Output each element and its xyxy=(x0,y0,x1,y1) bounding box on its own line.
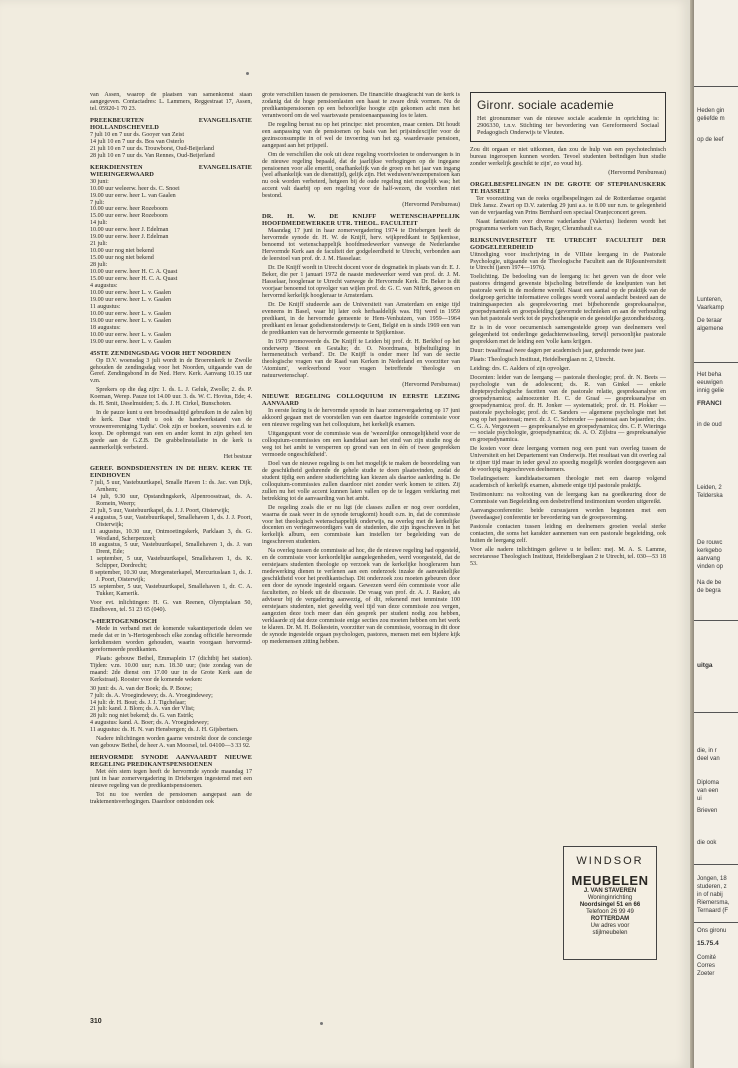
page-number: 310 xyxy=(90,1018,102,1025)
list-item: 10.00 uur weleerw. heer ds. C. Snoei xyxy=(90,185,180,192)
list-item: 19.00 uur eerw. heer L. v. Gaalen xyxy=(90,338,172,345)
orgaan-text: Zou dit orgaan er niet uitkomen, dan zou de hulp van een psychotechnisch bureau ingeroepen kunnen worden. Tevoel studenten beëindigen hun studie zonder werkelijk geschikt te zijn', zo voud hij. xyxy=(470,147,666,167)
ru-text-8: De kosten voor deze leergang vormen nog een punt van overleg tussen de Universiteit en het Departement van Onderwijs. Het resultaat van dit overleg zal te zijner tijd maar in ieder geval zo spoedig mogelijk worden doorgegeven aan de voorlopig ingeschreven deelnemers. xyxy=(470,446,666,474)
fragment: eeuwigen xyxy=(697,380,723,386)
intro-text: van Assen, waarop de plaatsen van samenkomst staan aangegeven. Contactadres: L. Lammers, Reggestraat 17, Assen, tel. 05920-1 70 23. xyxy=(90,92,252,112)
fragment: Telderska xyxy=(697,493,723,499)
gironr-text: Het gironummer van de nieuwe sociale academie in oprichting is: 2906330, t.n.v. Stichting ter bevordering van Gereformeerd Sociaal Pedagogisch Onderwijs te Vleuten. xyxy=(477,115,659,136)
fragment: Heden gin xyxy=(697,108,725,114)
list-item: 10.00 uur eerw. heer L. v. Gaalen xyxy=(90,289,172,296)
fragment: Zoeter xyxy=(697,971,715,977)
list-item: 19.00 uur eerw. heer J. Edelman xyxy=(90,234,169,241)
paper-speck xyxy=(246,72,249,75)
list-item: 11 augustus: ds. H. N. van Hensbergen; ds. J. H. Gijsbertsen. xyxy=(90,727,239,734)
hertogenbosch-text-2: Plaats: gebouw Bethel, Emmaplein 17 (dichtbij het station). Tijden: v.m. 10.00 uur; n.m. 18.30 uur; (iste zondag van de maand: 2de dienst om 17.00 uur in de Grote Kerk aan de Kerkstraat). Rooster voor de komende weken: xyxy=(90,655,252,683)
fragment: Comité xyxy=(697,955,717,961)
fragment: Brieven xyxy=(697,808,718,814)
zendingsdag-text-1: Op D.V. woensdag 3 juli wordt in de Broerenkerk te Zwolle gehouden de zendingsdag voor het Noorden, uitgaande van de Geref. Zendingsbond in de Ned. Herv. Kerk. Aanvang 10.15 uur v.m. xyxy=(90,357,252,385)
colloquium-text-4: De regeling zoals die er nu ligt (de classes zullen er nog over oordelen, waarna de zaak weer in de synode terugkomt) houdt o.m. in, dat de commissie voor het theologisch wetenschappelijk onderwijs, na overleg met de kerkelijke docenten en vertegenwoordigers van de studenten, die zijn ingeschreven in het kerkelijk album, een commissie kan instellen ter begeleiding van de ingeschreven studenten. xyxy=(262,504,460,546)
list-item: 14 juli: dr. H. Bout; ds. J. J. Tigchelaar; xyxy=(90,699,186,706)
list-item: 7 juli 10 en 7 uur ds. Gooyer van Zeist xyxy=(90,131,185,138)
list-item: 4 augustus: xyxy=(90,282,118,289)
divider xyxy=(694,86,738,87)
list-item: 10.00 uur eerw. heer L. v. Gaalen xyxy=(90,310,172,317)
fragment: Het beha xyxy=(697,372,722,378)
fragment: Vaarkamp xyxy=(697,305,724,311)
ru-text-1: Uitnodiging voor inschrijving in de VIIIste leergang in de Pastorale Psychologie, uitgaande van de Theologische Faculteit aan de Rijksuniversiteit te Utrecht (jaren 1974—1976). xyxy=(470,251,666,272)
knijff-text-2: Dr. De Knijff wordt in Utrecht docent voor de dogmatiek in plaats van dr. E. J. Beker, die per 1 januari 1972 de naaste medewerker werd van prof. dr. J. M. Hasselaar, hoogleraar te Utrecht vanwege de Hervormde Kerk. Dr. Beker is dit voorjaar benoemd tot opvolger van wijlen prof. dr. G. C. van Niftrik, gewoon en hervormd kerkelijk hoogleraar te Amsterdam. xyxy=(262,265,460,299)
pensioen-text-3: Om de verschillen die ook uit deze regeling voortvloeien te ondervangen is in de nieuwe regeling bepaald, dat de jaarlijkse verhogingen op de ingegane pensioenen voor alle emeriti, onafhankelijk van de groep en het jaar van ingang (wel afhankelijk van de diensttijd), gelijk zijn. Het weduwen/wezenpensioen kan nu ook worden verbeterd, hetgeen bij de oude regeling niet mogelijk was; het accent valt daarbij op een regeling voor de half-wezen, die voordien niet bestond. xyxy=(262,151,460,200)
column-2 xyxy=(262,92,460,1012)
list-item: 4 augustus: kand. A. Boer; ds. A. Vroegindewey; xyxy=(90,720,209,727)
paper-speck xyxy=(320,1022,323,1025)
divider xyxy=(694,864,738,865)
fragment: Ternaard (F xyxy=(697,908,729,914)
ad-line-5: Uw adres voor xyxy=(590,923,630,929)
list-item: 28 juli 10 en 7 uur ds. Van Rennes, Oud-Beijerland xyxy=(90,152,215,159)
list-item: 10.00 uur eerw. heer J. Edelman xyxy=(90,227,169,234)
fragment: geliefde m xyxy=(697,116,725,122)
ru-text-6: Leiding: drs. C. Aalders of zijn opvolger. xyxy=(470,365,571,372)
fragment: FRANCI xyxy=(697,400,722,407)
heading-bondsdiensten: GEREF. BONDSDIENSTEN IN DE HERV. KERK TE EINDHOVEN xyxy=(90,464,252,479)
wieringerwaard-list xyxy=(90,179,252,346)
bondsdiensten-note: Voor evt. inlichtingen: H. G. van Reenen, Olympialaan 50, Eindhoven, tel. 51 23 65 (040). xyxy=(90,600,252,614)
list-item: 11 augustus: xyxy=(90,303,121,310)
orgel-text-1: Ter voorzetting van de reeks orgelbespelingen zal de Rotterdamse organist Dirk Jansz. Zwart op D.V. zaterdag 29 juni a.s. te 8.00 uur n.m. te gelegenheid van de verjaardag van Prins Bernhard een speciaal Oranjeconcert geven. xyxy=(470,195,666,216)
heading-hertogenbosch: 's-HERTOGENBOSCH xyxy=(90,618,157,625)
fragment: vinden op xyxy=(697,564,724,570)
orgaan-signature: (Hervormd Persbureau) xyxy=(608,169,666,176)
fragment: de begra xyxy=(697,588,721,594)
fragment: Diploma xyxy=(697,780,720,786)
list-item: 30 juni: ds. A. van der Boek; ds. P. Bouw; xyxy=(90,685,193,692)
list-item: 10.00 uur eerw. heer H. C. A. Quast xyxy=(90,269,178,276)
windsor-advertisement xyxy=(563,846,657,960)
fragment: Ons gironu xyxy=(697,928,727,934)
ru-text-2: Toelichting. De bedoeling van de leergang is: het geven van de door vele pastores dringend gewenste bijscholing betreffende de knelpunten van het pastorale werk in de moderne wereld. Naast een aantal op de praktijk van de doelgroep gerichte informatieve colleges wordt vooral aandacht besteed aan de trainingsaspecten als gesprekvoering met bijbehorende gespreksanalyse, groepsdynamiek en groepsleiding (gevormde technieken en aan de verhouding van het pastorale werk tot de psychotherapie en de geestelijke gezondheidszorg. xyxy=(470,274,666,323)
ad-line-2: Noordsingel 51 en 66 xyxy=(579,902,641,908)
list-item: 18 augustus: xyxy=(90,324,121,331)
knijff-text-3: Dr. De Knijff studeerde aan de Universiteit van Amsterdam en enige tijd eveneens in Basel, waar hij later ook herhaaldelijk was. Hij werd in 1959 predikant, in de hervormde gemeente te Hem-Venhuizen, van 1959—1964 predikant en leraar godsdienstonderwijs te Gent, België en is sinds 1969 een van de predikanten van de hervormde gemeente te Spijkenisse. xyxy=(262,301,460,336)
list-item: 7 juli: ds. A. Vroegindewey; ds. A. Vroegindewey; xyxy=(90,692,213,699)
ru-text-10: Testimonium: na voltooiing van de leergang kan na goedkeuring door de Commissie van Begeleiding een desbetreffend testimonium worden uitgereikt. xyxy=(470,492,666,506)
colloquium-text-1: In eerste lezing is de hervormde synode in haar zomervergadering op 17 juni akkoord gegaan met de voorstellen van een daartoe ingestelde commissie voor een nieuwe regeling van het colloquium, het kerkelijk examen. xyxy=(262,408,460,429)
zendingsdag-signature: Het bestuur xyxy=(223,453,252,460)
colloquium-text-2: Uitgangspunt voor de commissie was de 'wezenlijke onmogelijkheid voor de colloquium-commissies om een kandidaat aan het eind van zijn studie nog de weg tot het ambt te versperren op grond van een in één of twee gesprekken vermoede ongeschiktheid'. xyxy=(262,431,460,458)
fragment: Riemersma, xyxy=(697,900,730,906)
heading-zendingsdag: 45STE ZENDINGSDAG VOOR HET NOORDEN xyxy=(90,349,231,357)
divider xyxy=(694,922,738,923)
heading-wieringerwaard: KERKDIENSTEN EVANGELISATIE WIERINGERWAARD xyxy=(90,163,252,178)
ru-text-4: Duur: twaalfmaal twee dagen per academisch jaar, gedurende twee jaar. xyxy=(470,347,645,354)
list-item: 21 juli, 5 uur, Vastebuurtkapel, ds. J. J. Poort, Oisterwijk; xyxy=(90,507,230,514)
list-item: 1 september, 5 uur, Vastebuurtkapel, Smallehaven 1, ds. K. Schipper, Dordrecht; xyxy=(90,556,252,570)
list-item: 19.00 uur eerw. heer L. v. Gaalen xyxy=(90,317,172,324)
ad-brand: WINDSOR xyxy=(576,855,644,867)
list-item: 28 juli: nog niet bekend; ds. G. van Estrik; xyxy=(90,713,194,720)
fragment: van een xyxy=(697,788,719,794)
fragment: algemene xyxy=(697,326,724,332)
pensioen-text-2: De regeling berust nu op het principe: niet procenten, maar centen. Dit houdt een aanpassing van de pensioenen op basis van het prijsindexcijfer voor de gezinsconsumptie in of wel de invoering van het zg. waardevaste pensioen, aangepast aan het prijspeil. xyxy=(262,121,460,149)
pensioen-text-1: grote verschillen tussen de pensioenen. De financiële draagkracht van de kerk is zodanig dat de hoge pensioenlasten een haast te zware druk vormen. Nu de predikantspensioenen op een behoorlijke hoogte zijn gekomen acht men het verantwoord om de wel vaartsvaste pensioenaanpassing los te laten. xyxy=(262,92,460,119)
preekbeurten-list xyxy=(90,132,252,160)
list-item: 11 augustus, 10.30 uur, Ontmoetingskerk, Parklaan 3, ds. G. Westland, Scherpenzeel; xyxy=(90,528,252,542)
list-item: 4 augustus, 5 uur, Vastebuurtkapel, Smallehaven 1, ds. J. J. Poort, Oisterwijk; xyxy=(90,514,252,528)
fragment: uitga xyxy=(697,662,713,669)
knijff-text-4: In 1970 promoveerde ds. De Knijff te Leiden bij prof. dr. H. Berkhof op het onderwerp 'Beest en Gestalte; dr. O. Noordmans, bijbeltuiliging in hermeneutisch verband'. Dr. De Knijff is onder meer lid van de sectie theologische vragen van de Raad van Kerken in Nederland en voorzitter van 'Atomium', werkverbond voor vragen betreffende 'theologie en natuurwetenschap'. xyxy=(262,338,460,380)
colloquium-text-5: Na overleg tussen de commissie ad hoc, die de nieuwe regeling had opgesteld, en de commissie voor kerkordelijke aangelegenheden, werd voorgesteld, dat de eerstejaars studenten theologie op verzoek van de kerkelijke hoogleraren hun medewerking dienen te verlenen aan een onderzoek inzake de aanvankelijke geschiktheid voor het predikantschap. Dit onderzoek zou moeten gebeuren door een door de synode ingesteld orgaan. Gewezen werd één commissie voor alle faculteiten, zo bleek uit de discussie. De vraag van prof. dr. A. J. Rasker, als adviseur bij de vergadering aanwezig, of dit, rekenend met tenminste 100 eerstejaars studenten, niet geweldig veel tijd van deze commissie zou vergen, aangezien deze toch meer dan één gesprek per student nodig zou hebben, verklaarde zij dat deze commissie enige secties zou moeten hebben om het werk te klaren. Dr. M. H. Bolkestein, voorzitter van de commissie, voorzag in dit door de synode ingestelde orgaan psychologen, pastores, mensen met een bijdere kijk op medemensen zitting hebben. xyxy=(262,548,460,645)
orgel-text-2: Naast fantasieën over diverse vaderlandse (Valerius) liederen wordt het programma werken van Bach, Reger, Clerambault e.a. xyxy=(470,218,666,232)
ad-name: MEUBELEN xyxy=(571,873,649,888)
gironr-box xyxy=(470,92,666,142)
fragment: innig gelie xyxy=(697,388,725,394)
divider xyxy=(694,620,738,621)
ru-text-12: Pastorale contacten tussen leiding en deelnemers groeien veelal sterke contacten, die soms het karakter aannemen van een pastorale begeleiding, ook buiten de leergang zelf. xyxy=(470,523,666,544)
ad-line-3: Telefoon 26 99 49 xyxy=(586,909,634,915)
fragment: Corres xyxy=(697,963,716,969)
ad-line-4: ROTTERDAM xyxy=(590,916,630,922)
ru-text-11: Aanvangsconferentie: beide cursusjaren worden begonnen met een (tweedaagse) conferentie ter bevordering van de groepsvorming. xyxy=(470,507,666,521)
fragment: die, in r xyxy=(697,748,717,754)
heading-colloquium: NIEUWE REGELING COLLOQUIUM IN EERSTE LEZING AANVAARD xyxy=(262,393,460,408)
fragment: studeren, z xyxy=(697,884,727,890)
colloquium-text-3: Doel van de nieuwe regeling is om het mogelijk te maken de beoordeling van de geschiktheid gedurende de gehele studie te doen plaatsvinden, zodat de student tijdig een andere studierichting kan kiezen als daartoe aanleiding is. De colloquium-commissies zullen daardoor niet zonder werk komen te zitten. Zij zullen nu het volle accent kunnen laten vallen op de te leggen verklaring met betrekking tot de aanvaarding van het ambt. xyxy=(262,460,460,502)
heading-de-knijff: DR. H. W. DE KNIJFF WETENSCHAPPELIJK HOOFDMEDEWERKER UTR. THEOL. FACULTEIT xyxy=(262,213,460,228)
heading-preekbeurten: PREEKBEURTEN EVANGELISATIE HOLLANDSCHEVELD xyxy=(90,116,252,131)
list-item: 19.00 uur eerw. heer L. v. Gaalen xyxy=(90,296,172,303)
list-item: 21 juli: kand. J. Blom; ds. A. van der Vlist; xyxy=(90,706,195,713)
list-item: 7 juli: xyxy=(90,199,105,206)
ru-text-5: Plaats: Theologisch Instituut, Heidelberglaan nr. 2, Utrecht. xyxy=(470,356,615,363)
hertogenbosch-text-1: Mede in verband met de komende vakantieperiode delen we mede dat er in 's-Hertogenbosch elke zondag officiële hervormde kerkdiensten worden gehouden, waarin voorgaan hervormd-gereformeerde predikanten. xyxy=(90,626,252,653)
neighbor-page-strip xyxy=(694,0,738,1068)
list-item: 19.00 uur eerw. heer L. van Gaalen xyxy=(90,192,176,199)
list-item: 21 juli 10 en 7 uur ds. Trouwborst, Oud-Beijerland xyxy=(90,145,214,152)
fragment: aanvang xyxy=(697,556,721,562)
hertogenbosch-text-3: Nadere inlichtingen worden gaarne verstrekt door de concierge van gebouw Bethel, de heer A. van Moorsel, tel. 04100—3 33 92. xyxy=(90,736,252,750)
list-item: 15.00 uur eerw. heer Rozeboom xyxy=(90,213,168,220)
gironr-title: Gironr. sociale academie xyxy=(477,98,614,112)
ru-text-7: Docenten: leider van de leergang — pastorale theologie; prof. dr. N. Beets — psychologie van de adolescent; ds. R. van Ginkel — enkele dieptepsychologische facetten van de pastorale relatie, gespreksanalyse en groepsdynamica; aalmoezenier H. C. de Graaf — gespreksanalyse en groepsdynamica; prof. dr. H. Jonker — systematiek; prof. dr. H. Plokker — pastorale psychologie; prof. dr. C. Sanders — algemene psychologie met het oog op het pastoraat; mevr. dr. J. C. Schreuder — pastoraat aan bejaarden; drs. C. G. A. Vergouwen — gespreksanalyse en groepsdynamica; drs. C. F. Wieringa — sociale psychologie, groepsdynamica; ds. A. O. Zijlstra — gespreksanalyse en groepsdynamica. xyxy=(470,374,666,444)
list-item: 15 september, 5 uur, Vastebuurtkapel, Smallehaven 1, dr. C. A. Tukker, Kamerik. xyxy=(90,584,252,598)
divider xyxy=(694,362,738,363)
ad-owner: J. VAN STAVEREN xyxy=(583,888,637,894)
ad-line-6: stijlmeubelen xyxy=(592,930,628,936)
pensioen-signature: (Hervormd Persbureau) xyxy=(402,202,460,209)
list-item: 14 juli 10 en 7 uur ds. Bos van Osterlo xyxy=(90,138,185,145)
heading-synode-pensioenen: HERVORMDE SYNODE AANVAARDT NIEUWE REGELING PREDIKANTSPENSIOENEN xyxy=(90,754,252,769)
knijff-signature: (Hervormd Persbureau) xyxy=(402,382,460,389)
column-1 xyxy=(90,92,252,1012)
fragment: op de leef xyxy=(697,137,724,143)
ad-line-1: Woninginrichting xyxy=(587,895,633,901)
fragment: deel van xyxy=(697,756,720,762)
list-item: 10.00 uur eerw. heer Rozeboom xyxy=(90,206,168,213)
list-item: 15.00 uur nog niet bekend xyxy=(90,255,154,262)
zendingsdag-text-2: Sprekers op die dag zijn: 1. ds. L. J. Geluk, Zwolle; 2. ds. P. Koeman, Werep. Pauze tot 14.00 uur. 3. ds. W. C. Hovius, Ede; 4. ds. H. Smit, IJsselmuiden; 5. ds. J. H. Cirkel, Bunschoten. xyxy=(90,387,252,408)
list-item: 30 juni: xyxy=(90,178,109,185)
list-item: 10.00 uur eerw. heer L. v. Gaalen xyxy=(90,331,172,338)
list-item: 10.00 uur nog niet bekend xyxy=(90,248,154,255)
list-item: 7 juli, 5 uur, Vastebuurtkapel, Smalle Haven 1: ds. Jac. van Dijk, Arnhem; xyxy=(90,479,252,493)
list-item: 8 september, 10.30 uur, Morgensterkapel, Mercuriuslaan 1, ds. J. J. Poort, Oisterwijk; xyxy=(90,570,252,584)
synode-text-1: Met één stem tegen heeft de hervormde synode maandag 17 juni in haar zomervergadering in Driebergen ingestemd met een nieuwe regeling van de predikantspensioenen. xyxy=(90,769,252,790)
fragment: in de oud xyxy=(697,422,722,428)
list-item: 21 juli: xyxy=(90,241,108,248)
fragment: die ook xyxy=(697,840,717,846)
synode-text-2: Tot nu toe werden de pensioenen aangepast aan de traktementsverhogingen. Daardoor ontstonden ook xyxy=(90,792,252,806)
ru-text-13: Voor alle nadere inlichtingen gelieve u te bellen: mej. M. A. S. Lamme, secretaresse Theologisch Instituut, Heidelberglaan 2 te Utrecht, tel. 030—53 18 53. xyxy=(470,546,666,567)
ru-text-9: Toelatingseisen: kandidaatsexamen theologie met een daarop volgend academisch of kerkelijk examen, alsmede enige tijd pastorale praktijk. xyxy=(470,476,666,490)
divider xyxy=(694,712,738,713)
zendingsdag-text-3: In de pauze kunt u een broodmaaltijd gebruiken in de zalen bij de kerk. Daar vindt u ook de handwerkstand van de vrouwenvereniging 'Lydia'. Ook zijn er boeken, souvenirs e.d. te koop. De opbrengst van een en ander komt in zijn geheel ten goede aan de G.Z.B. De grabbelinstallatie in de kerk is aanmerkelijk verbeterd. xyxy=(90,410,252,451)
fragment: 15.75.4 xyxy=(697,940,719,947)
ru-text-3: Er is in de voor oecumenisch samengestelde groep van deelnemers veel gelegenheid tot onderlinge gedachtenwisseling, terwijl persoonlijke pastorale gesprekken met de leiding een 'volle kans krijgen. xyxy=(470,325,666,346)
list-item: 14 juli: xyxy=(90,220,108,227)
fragment: Na de be xyxy=(697,580,722,586)
fragment: kerkgebo xyxy=(697,548,722,554)
list-item: 18 augustus, 5 uur, Vastebuurtkapel, Smallehaven 1, ds. J. van Drent, Ede; xyxy=(90,542,252,556)
fragment: in of nabij xyxy=(697,892,723,898)
fragment: Lunteren, xyxy=(697,297,723,303)
bondsdiensten-list xyxy=(90,480,252,598)
knijff-text-1: Maandag 17 juni in haar zomervergadering 1974 te Driebergen heeft de hervormde synode dr. H. W. de Knijff, herv. wijkpredikant te Spijkenisse, benoemd tot wetenschappelijk hoofdmedewerker vanwege de Nederlandse Hervormde Kerk aan de faculteit der godgeleerdheid te Utrecht, verbonden aan de leerstoel van prof. dr. J. M. Hasselaar. xyxy=(262,228,460,263)
fragment: De teraar xyxy=(697,318,723,324)
list-item: 14 juli, 9.30 uur, Opstandingskerk, Alpenroosstraat, ds. A. Romein, Weerp; xyxy=(90,493,252,507)
list-item: 28 juli: xyxy=(90,262,108,269)
heading-orgelbespelingen: ORGELBESPELINGEN IN DE GROTE OF STEPHANUSKERK TE HASSELT xyxy=(470,180,666,195)
fragment: Jongen, 18 xyxy=(697,876,727,882)
heading-rijksuniversiteit: RIJKSUNIVERSITEIT TE UTRECHT FACULTEIT DER GODGELEERDHEID xyxy=(470,236,666,251)
fragment: Leiden, 2 xyxy=(697,485,722,491)
fragment: De rouwc xyxy=(697,540,723,546)
fragment: ui xyxy=(697,796,702,802)
hertogenbosch-list xyxy=(90,686,252,735)
list-item: 15.00 uur eerw. heer H. C. A. Quast xyxy=(90,276,178,283)
